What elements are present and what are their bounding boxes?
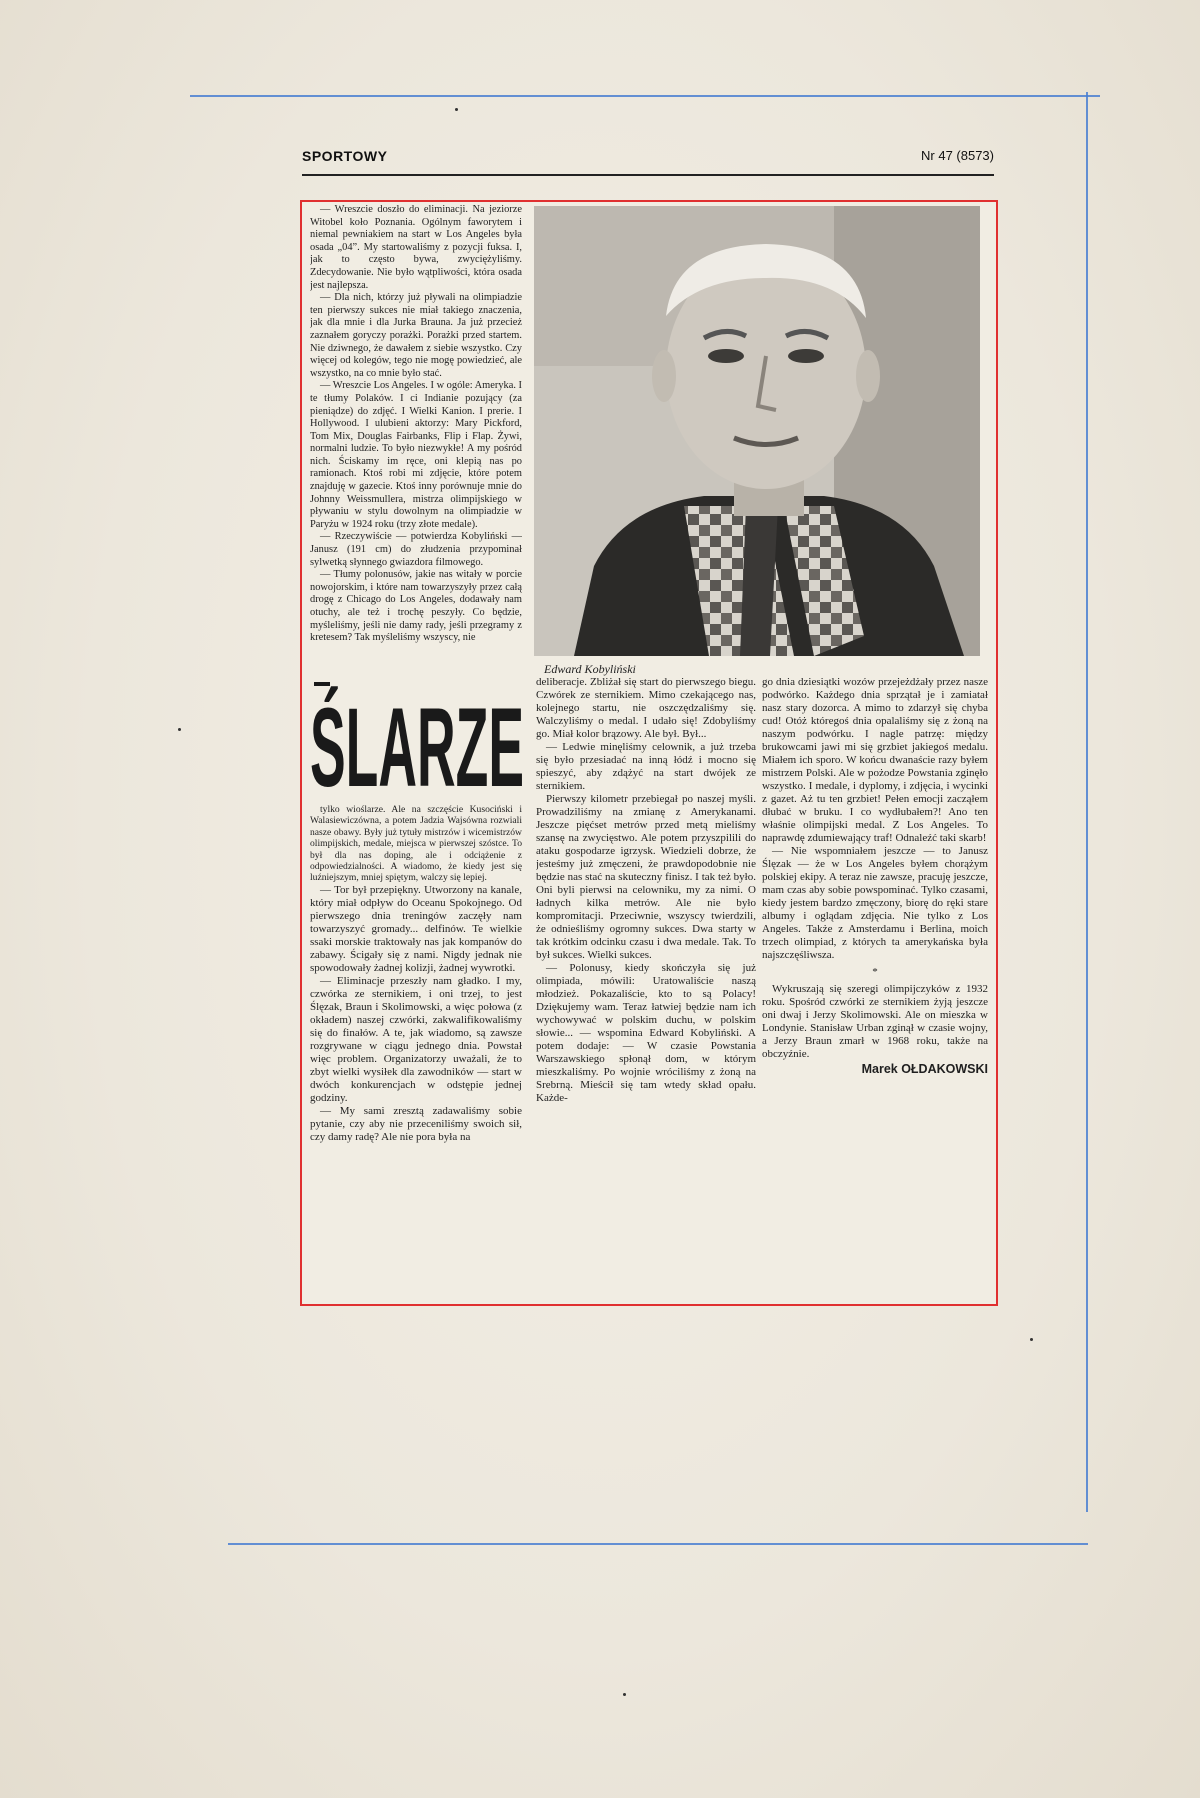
paragraph: — Polonusy, kiedy skończyła się już olimpiada, mówili: Uratowaliście naszą młodzież. Pokazaliście, kto to są Polacy! Dziękujemy wam. Teraz łatwiej będzie nam ich wychowywać w polskim duchu, w polskim słowie... — wspomina Edward Kobyliński. A potem dodaje: — W czasie Powstania Warszawskiego spłonął dom, w którym mieszkaliśmy. Po wojnie wróciliśmy z żoną na Srebrną. Mieścił się tam wtedy skład opału. Każde- — [536, 962, 756, 1104]
section-title: SPORTOWY — [302, 148, 388, 164]
paragraph: go dnia dziesiątki wozów przejeżdżały przez nasze podwórko. Każdego dnia sprzątał je i zamiatał nasz stary dozorca. A mimo to zdarzył się chyba cud! Otóż któregoś dnia opalaliśmy się z żoną na naszym podwórku. I nagle patrzę: między brukowcami jawi mi się grzbiet jakiegoś medalu. Miałem ich sporo. W końcu dwanaście razy byłem mistrzem Polski. Ale w pożodze Powstania zginęło wszystko. I medale, i dyplomy, i zdjęcia, i wycinki z gazet. Aż tu ten grzbiet! Pełen emocji zacząłem dłubać w bruku. I co wydłubałem?! Ano ten właśnie olimpijski medal. Z Los Angeles. To naprawdę zdumiewający traf! Odnaleźć taki skarb! — [762, 676, 988, 844]
issue-number: Nr 47 (8573) — [921, 148, 994, 163]
column-b — [536, 676, 756, 1298]
column-a-top — [310, 204, 522, 684]
paragraph: — Tor był przepiękny. Utworzony na kanale, który miał odpływ do Oceanu Spokojnego. Od pierwszego dnia treningów zaczęły nam towarzyszyć gromady... delfinów. Te wielkie ssaki morskie traktowały nas jak kompanów do zabawy. Ścigały się z nami. Nigdy jednak nie spowodowały żadnej kolizji, żadnej wywrotki. — [310, 883, 522, 974]
paragraph: — Wreszcie doszło do eliminacji. Na jeziorze Witobel koło Poznania. Ogólnym faworytem i niemal pewniakiem na start w Los Angeles była osada „04”. My startowaliśmy z pozycji fuksa. I, jak to często bywa, zwyciężyliśmy. Zdecydowanie. Nie było wątpliwości, która osada jest najlepsza. — [310, 204, 522, 291]
blue-pen-line-bottom — [228, 1543, 1088, 1545]
blue-pen-line-top — [190, 95, 1100, 97]
page-header — [302, 146, 994, 176]
paragraph: — Wreszcie Los Angeles. I w ogóle: Ameryka. I te tłumy Polaków. I ci Indianie pozujący (za pieniądze) do zdjęć. I Wielki Kanion. I prerie. I Hollywood. I ulubieni aktorzy: Mary Pickford, Tom Mix, Douglas Fairbanks, Flip i Flap. Żywi, normalni ludzie. To było niezwykłe! A my pośród nich. Ściskamy im ręce, oni klepią nas po ramionach. Ktoś robi mi zdjęcie, które potem znajduję w gazecie. Ktoś inny porównuje mnie do Johnny Weissmullera, mistrza olimpijskiego w pływaniu w stylu dowolnym na olimpiadzie w Paryżu w 1924 roku (trzy złote medale). — [310, 380, 522, 530]
paragraph: — Rzeczywiście — potwierdza Kobyliński — Janusz (191 cm) do złudzenia przypominał sylwetką słynnego gwiazdora filmowego. — [310, 531, 522, 568]
paragraph: — My sami zresztą zadawaliśmy sobie pytanie, czy aby nie przeceniliśmy swoich sił, czy damy radę? Ale nie pora była na — [310, 1104, 522, 1143]
article-box — [300, 200, 998, 1306]
paragraph: — Dla nich, którzy już pływali na olimpiadzie ten pierwszy sukces nie miał takiego znaczenia, jak dla mnie i dla Jurka Brauna. Ja już przecież zaznałem goryczy porażki. Porażki przed startem. Nie dziwnego, że dawałem z siebie wszystko. Czy więcej od kolegów, tego nie mogę powiedzieć, ale wszystko, na co mnie było stać. — [310, 292, 522, 379]
column-c — [762, 676, 988, 1298]
paragraph: — Nie wspomniałem jeszcze — to Janusz Ślęzak — że w Los Angeles byłem chorążym polskiej ekipy. A teraz nie zawsze, pracuję jeszcze, mam czas aby sobie powspominać. Tylko czasami, kiedy jestem bardzo zmęczony, biorę do ręki stare albumy i oglądam zdjęcia. Nie tylko z Los Angeles. Także z Amsterdamu i Berlina, moich trzech olimpiad, z których ta amerykańska była najszczęśliwsza. — [762, 845, 988, 961]
portrait-photo — [534, 206, 980, 656]
headline — [310, 682, 526, 794]
paragraph: deliberacje. Zbliżał się start do pierwszego biegu. Czwórek ze sternikiem. Mimo czekającego nas, kolejnego startu, nie oszczędzaliśmy się. Walczyliśmy o medal. I udało się! Zdobyliśmy go. Miał kolor brązowy. Ale był. Był... — [536, 676, 756, 740]
photo-caption: Edward Kobyliński — [544, 662, 636, 676]
portrait-image — [534, 206, 980, 656]
speck — [1030, 1338, 1033, 1341]
paragraph: — Tłumy polonusów, jakie nas witały w porcie nowojorskim, i które nam towarzyszyły przez całą drogę z Chicago do Los Angeles, dodawały nam otuchy, ale też i trochę peszyły. Co będzie, myśleliśmy, jeśli nie damy rady, jeśli przegramy z kretesem? Tak myśleliśmy wszyscy, nie — [310, 569, 522, 644]
paragraph: Pierwszy kilometr przebiegał po naszej myśli. Prowadziliśmy na zmianę z Amerykanami. Jeszcze pięćset metrów przed metą mieliśmy szansę na zwycięstwo. Ale potem przyszpilili do ataku gospodarze igrzysk. Wiedzieli dobrze, że jesteśmy już zmęczeni, że prawdopodobnie nie będzie nas stać na skuteczny finisz. I tak też było. Oni byli pierwsi na celowniku, my za nimi. O ładnych kilka metrów. Ale nie było kompromitacji. Przeciwnie, wszyscy twierdzili, że odnieśliśmy ogromny sukces. Dwa starty w tak krótkim odcinku czasu i dwa medale. Tak. To był sukces. Wielki sukces. — [536, 793, 756, 961]
newspaper-clipping — [292, 132, 994, 1310]
speck — [623, 1693, 626, 1696]
paragraph: — Eliminacje przeszły nam gładko. I my, czwórka ze sternikiem, i oni trzej, to jest Ślęzak, Braun i Skolimowski, a więc połowa (z okładem) naszej czwórki, zakwalifikowaliśmy się do finałów. A te, jak wiadomo, są zawsze rozgrywane w ciągu jednego dnia. Powstał więc problem. Organizatorzy uważali, że to zbyt wielki wysiłek dla zawodników — start w dwóch konkurencjach w odstępie jednej godziny. — [310, 974, 522, 1104]
headline-lettering — [310, 682, 526, 794]
section-separator: * — [872, 966, 878, 978]
headline-text: ŚLARZE — [310, 685, 524, 794]
speck — [455, 108, 458, 111]
speck — [178, 728, 181, 731]
author-signature: Marek OŁDAKOWSKI — [861, 1062, 988, 1076]
column-a-bottom — [310, 804, 522, 1300]
blue-pen-line-right — [1086, 92, 1088, 1512]
paragraph: Wykruszają się szeregi olimpijczyków z 1932 roku. Spośród czwórki ze sternikiem żyją jeszcze oni dwaj i Jerzy Skolimowski. Ale on mieszka w Londynie. Stanisław Urban zginął w czasie wojny, a Jerzy Braun zmarł w 1968 roku, także na obczyźnie. — [762, 983, 988, 1060]
paragraph: tylko wioślarze. Ale na szczęście Kusociński i Walasiewiczówna, a potem Jadzia Wajsówna rozwiali nasze obawy. Były już tytuły mistrzów i wicemistrzów olimpijskich, medale, miejsca w pierwszej szóstce. To był dla nas doping, ale i odciążenie z odpowiedzialności. A wiadomo, że kiedy jest się luźniejszym, mniej spiętym, walczy się lepiej. — [310, 804, 522, 884]
paragraph: — Ledwie minęliśmy celownik, a już trzeba się było przesiadać na inną łódź i mocno się spieszyć, aby zdążyć na start dwójek ze sternikiem. — [536, 741, 756, 792]
